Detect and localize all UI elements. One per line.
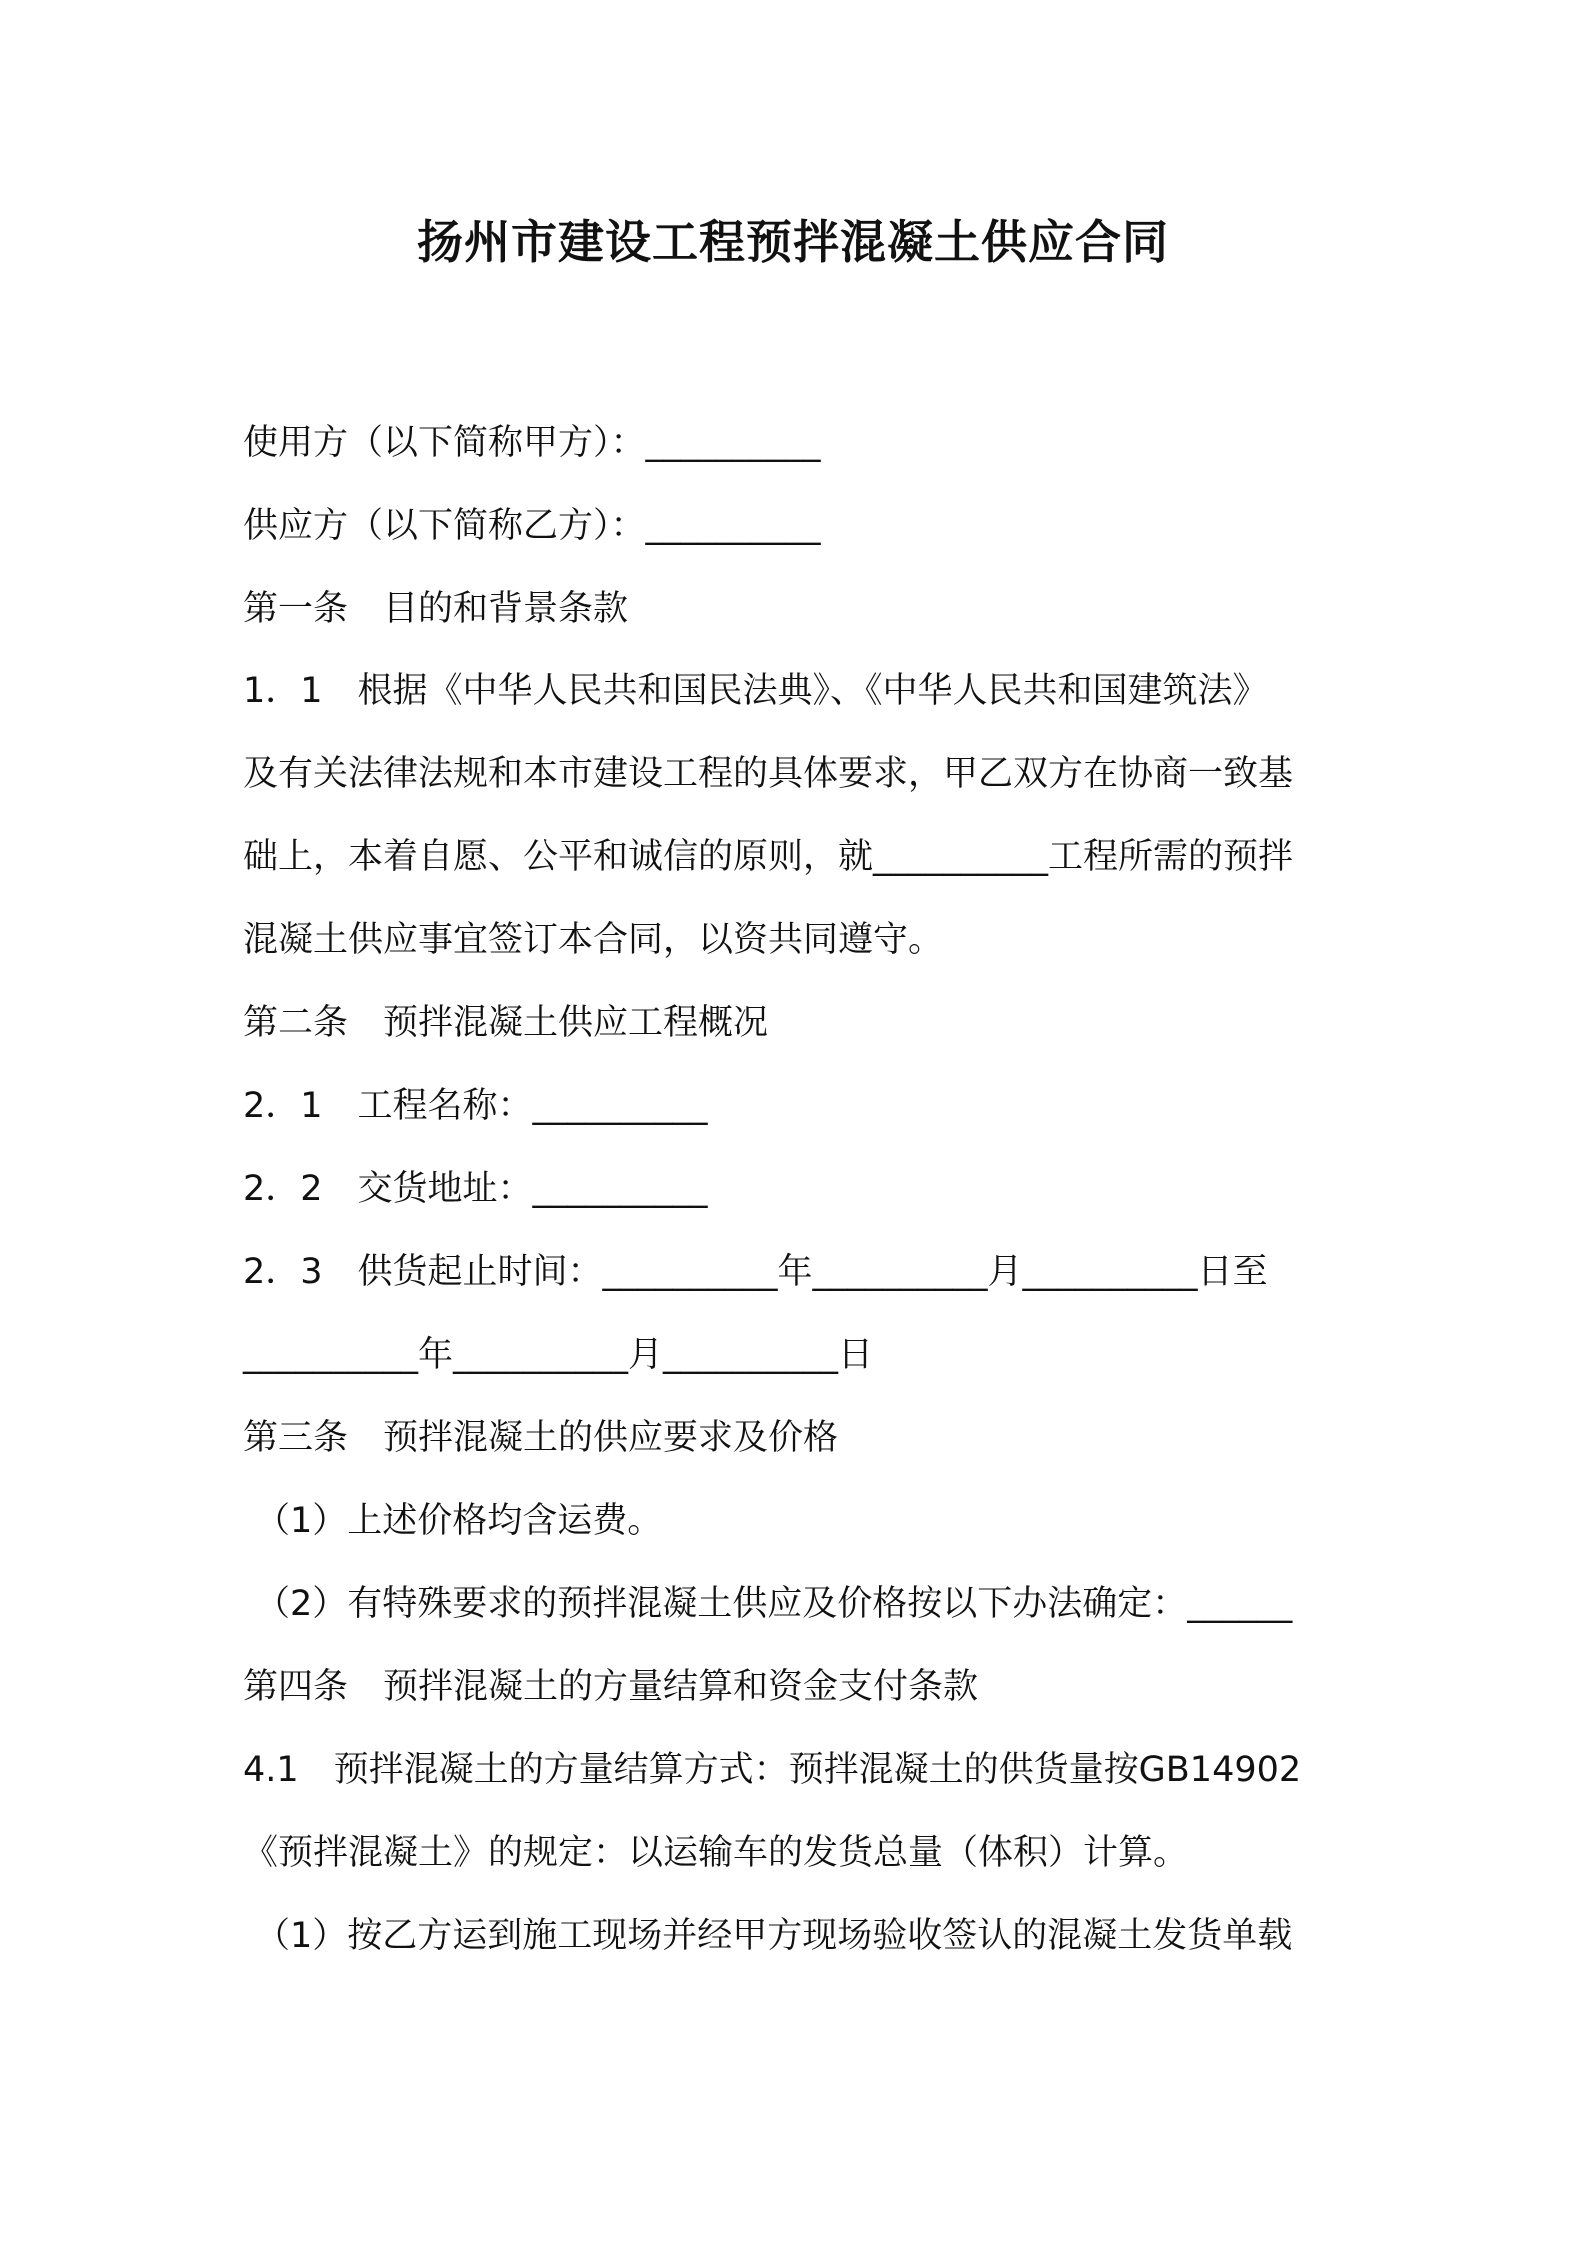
- supply-period-line: __________年__________月__________日: [243, 1335, 874, 1375]
- paragraph-line: 《预拌混凝土》的规定：以运输车的发货总量（体积）计算。: [243, 1833, 1189, 1873]
- supply-period-line: 2．3 供货起止时间：__________年__________月__________日至: [243, 1252, 1268, 1292]
- paragraph-line: 及有关法律法规和本市建设工程的具体要求，甲乙双方在协商一致基: [243, 754, 1294, 794]
- article-2-heading: 第二条 预拌混凝土供应工程概况: [243, 1003, 769, 1043]
- article-4-heading: 第四条 预拌混凝土的方量结算和资金支付条款: [243, 1667, 979, 1707]
- article-1-heading: 第一条 目的和背景条款: [243, 589, 629, 629]
- list-item: （1）上述价格均含运费。: [255, 1501, 663, 1541]
- delivery-address-line: 2．2 交货地址：__________: [243, 1169, 708, 1209]
- list-item: （2）有特殊要求的预拌混凝土供应及价格按以下办法确定：______: [255, 1584, 1293, 1624]
- paragraph-line: 1．1 根据《中华人民共和国民法典》、《中华人民共和国建筑法》: [243, 671, 1268, 711]
- party-b-line: 供应方（以下简称乙方）：__________: [243, 506, 821, 546]
- paragraph-line: 4.1 预拌混凝土的方量结算方式：预拌混凝土的供货量按GB14902: [243, 1750, 1302, 1790]
- party-a-line: 使用方（以下简称甲方）：__________: [243, 423, 821, 463]
- paragraph-line: 混凝土供应事宜签订本合同，以资共同遵守。: [243, 920, 944, 960]
- document-title: 扬州市建设工程预拌混凝土供应合同: [417, 215, 1169, 269]
- article-3-heading: 第三条 预拌混凝土的供应要求及价格: [243, 1418, 839, 1458]
- paragraph-line: 础上，本着自愿、公平和诚信的原则，就__________工程所需的预拌: [243, 837, 1294, 877]
- project-name-line: 2．1 工程名称：__________: [243, 1086, 708, 1126]
- list-item: （1）按乙方运到施工现场并经甲方现场验收签认的混凝土发货单载: [255, 1916, 1293, 1956]
